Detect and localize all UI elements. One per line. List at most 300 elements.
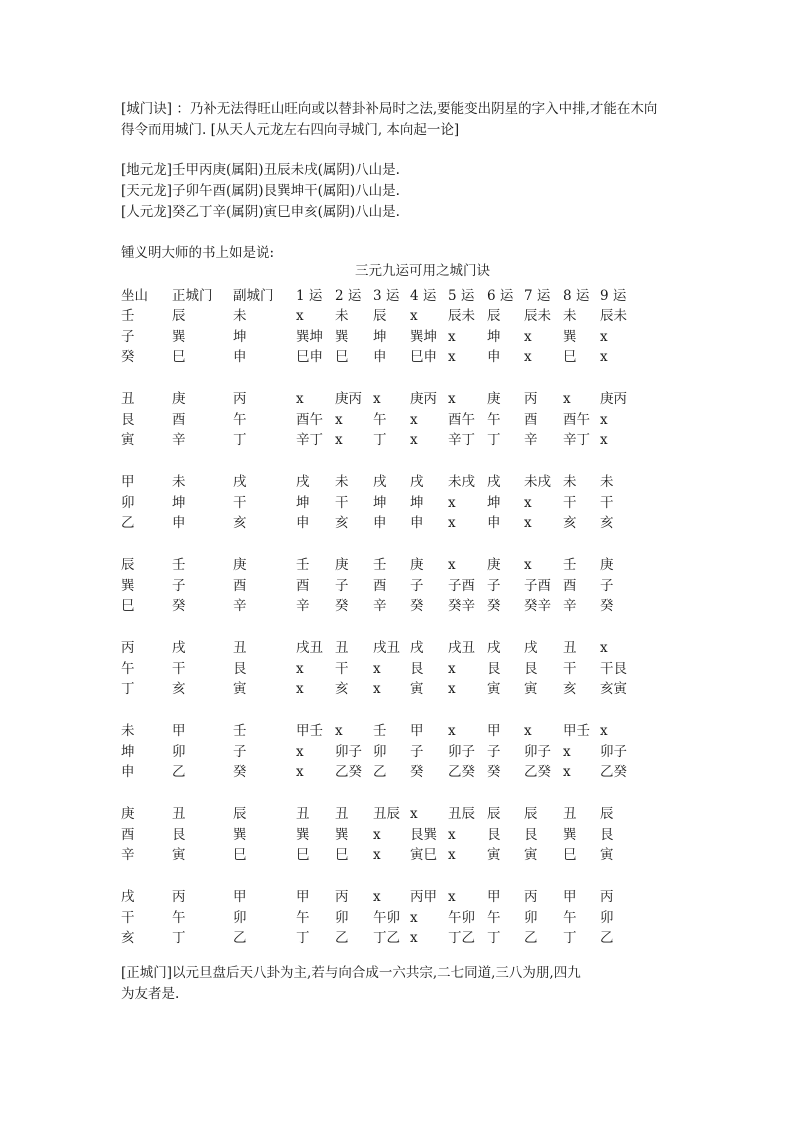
table-cell: x (335, 723, 343, 739)
table-cell: x (448, 723, 456, 739)
table-cell: 辰未 (600, 308, 627, 324)
table-cell: 壬 (373, 557, 387, 573)
table-cell: 卯子 (448, 743, 475, 760)
table-cell: 子 (600, 577, 614, 594)
mountain-cell: 丑 (121, 391, 135, 407)
table-cell: 申 (373, 515, 387, 532)
table-cell: 巳 (296, 847, 310, 864)
table-cell: 辰 (233, 806, 247, 822)
table-cell: 巽 (296, 826, 310, 843)
table-cell: 艮巽 (410, 826, 437, 843)
table-cell: 乙 (524, 930, 538, 947)
table-cell: 干 (172, 660, 186, 677)
table-cell: 丁乙 (448, 930, 475, 947)
table-cell: 巽 (563, 826, 577, 843)
source-line: 锺义明大师的书上如是说: (121, 245, 275, 261)
column-header: 坐山 (121, 288, 148, 304)
table-cell: 丑 (335, 640, 349, 656)
table-cell: 卯 (600, 909, 614, 926)
table-cell: 午卯 (448, 909, 475, 926)
table-cell: 庚丙 (600, 391, 627, 407)
column-header: 8 运 (563, 288, 590, 304)
table-cell: 戌 (373, 474, 387, 490)
table-row (0, 679, 794, 699)
table-cell: x (373, 826, 381, 843)
table-cell: 申 (487, 349, 501, 366)
table-cell: 甲 (487, 889, 501, 905)
table-cell: 申 (233, 349, 247, 366)
table-cell: 子 (410, 743, 424, 760)
table-cell: 子酉 (524, 577, 551, 594)
table-cell: 丙 (172, 889, 186, 905)
table-cell: x (563, 391, 571, 407)
table-cell: 卯 (335, 909, 349, 926)
table-cell: 未戌 (524, 474, 551, 490)
table-cell: 亥 (600, 515, 614, 532)
table-cell: 辰未 (448, 308, 475, 324)
mountain-cell: 申 (121, 764, 135, 781)
table-cell: 丑 (172, 806, 186, 822)
table-cell: 坤 (233, 328, 247, 345)
table-row (0, 825, 794, 845)
table-cell: 未 (335, 474, 349, 490)
table-cell: 戌 (233, 474, 247, 490)
table-cell: 辰 (524, 806, 538, 822)
mountain-cell: 亥 (121, 930, 135, 947)
table-row (0, 389, 794, 409)
table-cell: 辰 (373, 308, 387, 324)
table-cell: 亥 (233, 515, 247, 532)
table-cell: x (335, 432, 343, 449)
table-cell: x (600, 432, 608, 449)
table-cell: 亥 (563, 681, 577, 698)
table-cell: 甲 (172, 723, 186, 739)
table-cell: 卯子 (600, 743, 627, 760)
table-cell: 寅 (233, 681, 247, 698)
table-cell: 子 (487, 577, 501, 594)
column-header: 3 运 (373, 288, 400, 304)
table-cell: 辛丁 (296, 432, 323, 449)
table-cell: 戌 (524, 640, 538, 656)
table-cell: x (373, 660, 381, 677)
mountain-cell: 巽 (121, 577, 135, 594)
table-header-row (0, 286, 794, 306)
table-cell: 酉 (296, 577, 310, 594)
table-cell: 酉 (373, 577, 387, 594)
table-cell: x (600, 328, 608, 345)
table-row (0, 327, 794, 347)
table-cell: 寅 (524, 681, 538, 698)
column-header: 7 运 (524, 288, 551, 304)
table-cell: 酉午 (448, 411, 475, 428)
table-cell: 巽 (335, 328, 349, 345)
table-cell: 辰 (487, 806, 501, 822)
mountain-cell: 干 (121, 909, 135, 926)
table-cell: 辛 (563, 598, 577, 615)
table-cell: x (410, 432, 418, 449)
table-cell: 未 (600, 474, 614, 490)
table-row (0, 513, 794, 533)
table-cell: 丑 (563, 806, 577, 822)
column-header: 6 运 (487, 288, 514, 304)
table-cell: 未 (233, 308, 247, 324)
table-cell: 卯 (524, 909, 538, 926)
table-cell: 丑 (335, 806, 349, 822)
table-cell: 巽坤 (296, 328, 323, 345)
table-cell: x (296, 681, 304, 698)
table-cell: 甲壬 (563, 723, 590, 739)
table-cell: x (410, 806, 418, 822)
table-cell: 丁 (563, 930, 577, 947)
table-cell: x (524, 494, 532, 511)
table-cell: 丙 (335, 889, 349, 905)
table-cell: 巳 (335, 847, 349, 864)
table-cell: 辛 (172, 432, 186, 449)
table-cell: x (524, 328, 532, 345)
table-cell: 巳 (563, 847, 577, 864)
table-cell: 戌 (410, 474, 424, 490)
mountain-cell: 戌 (121, 889, 135, 905)
table-cell: 辰 (600, 806, 614, 822)
table-cell: 寅 (600, 847, 614, 864)
table-row (0, 555, 794, 575)
table-cell: 干 (600, 494, 614, 511)
table-cell: 干 (563, 494, 577, 511)
table-cell: x (448, 847, 456, 864)
table-cell: 子酉 (448, 577, 475, 594)
mountain-cell: 子 (121, 328, 135, 345)
table-cell: 辛 (233, 598, 247, 615)
table-cell: 艮 (600, 826, 614, 843)
table-cell: 乙 (233, 930, 247, 947)
mountain-cell: 丁 (121, 681, 135, 698)
table-cell: x (448, 328, 456, 345)
table-cell: 甲 (410, 723, 424, 739)
table-row (0, 493, 794, 513)
dragon-line-heaven: [天元龙]子卯午酉(属阴)艮巽坤干(属阳)八山是. (121, 183, 400, 199)
table-cell: x (524, 515, 532, 532)
table-cell: 庚丙 (335, 391, 362, 407)
mountain-cell: 坤 (121, 743, 135, 760)
dragon-line-earth: [地元龙]壬甲丙庚(属阳)丑辰未戌(属阴)八山是. (121, 162, 400, 178)
table-cell: 寅 (172, 847, 186, 864)
table-cell: 癸 (233, 764, 247, 781)
footer-line-1: [正城门]以元旦盘后天八卦为主,若与向合成一六共宗,二七同道,三八为朋,四九 (121, 965, 581, 981)
table-cell: 庚 (487, 557, 501, 573)
table-cell: 艮 (410, 660, 424, 677)
table-cell: 未戌 (448, 474, 475, 490)
table-cell: x (563, 743, 571, 760)
table-cell: 巳申 (296, 349, 323, 366)
table-cell: 巳 (335, 349, 349, 366)
table-cell: 丁 (233, 432, 247, 449)
table-cell: 庚丙 (410, 391, 437, 407)
table-cell: 子 (487, 743, 501, 760)
table-cell: x (296, 660, 304, 677)
table-cell: 午卯 (373, 909, 400, 926)
table-cell: x (296, 391, 304, 407)
mountain-cell: 壬 (121, 308, 135, 324)
table-cell: 丑辰 (448, 806, 475, 822)
table-cell: 戌 (487, 640, 501, 656)
table-cell: x (448, 557, 456, 573)
table-cell: 庚 (172, 391, 186, 407)
column-header: 正城门 (172, 288, 213, 304)
table-cell: x (524, 349, 532, 366)
table-cell: 巽 (563, 328, 577, 345)
table-cell: 艮 (524, 660, 538, 677)
table-row (0, 638, 794, 658)
table-cell: 干 (335, 494, 349, 511)
mountain-cell: 辛 (121, 847, 135, 864)
table-cell: 坤 (373, 328, 387, 345)
table-cell: 申 (410, 515, 424, 532)
table-cell: x (448, 660, 456, 677)
table-cell: x (410, 909, 418, 926)
dragon-line-human: [人元龙]癸乙丁辛(属阴)寅巳申亥(属阴)八山是. (121, 204, 400, 220)
table-cell: 辛 (296, 598, 310, 615)
mountain-cell: 乙 (121, 515, 135, 532)
mountain-cell: 甲 (121, 474, 135, 490)
table-cell: 午 (487, 411, 501, 428)
table-cell: x (448, 826, 456, 843)
table-cell: 丙 (524, 391, 538, 407)
table-cell: 寅 (524, 847, 538, 864)
table-cell: 亥 (172, 681, 186, 698)
table-cell: 壬 (563, 557, 577, 573)
table-row (0, 659, 794, 679)
table-cell: 甲 (296, 889, 310, 905)
mountain-cell: 癸 (121, 349, 135, 366)
table-cell: 干 (233, 494, 247, 511)
mountain-cell: 寅 (121, 432, 135, 449)
table-title: 三元九运可用之城门诀 (355, 263, 490, 279)
table-row (0, 804, 794, 824)
table-cell: 癸 (487, 764, 501, 781)
table-cell: 巽 (172, 328, 186, 345)
column-header: 5 运 (448, 288, 475, 304)
table-cell: 酉 (563, 577, 577, 594)
table-cell: 辛 (524, 432, 538, 449)
table-cell: 庚 (335, 557, 349, 573)
table-cell: 乙 (373, 764, 387, 781)
table-row (0, 596, 794, 616)
table-cell: 巳 (563, 349, 577, 366)
table-cell: 辛丁 (563, 432, 590, 449)
table-cell: 申 (296, 515, 310, 532)
table-cell: 未 (172, 474, 186, 490)
table-cell: 壬 (296, 557, 310, 573)
table-cell: 卯 (373, 743, 387, 760)
table-cell: 丙 (233, 391, 247, 407)
table-cell: 甲 (487, 723, 501, 739)
column-header: 2 运 (335, 288, 362, 304)
table-cell: 艮 (233, 660, 247, 677)
table-cell: 艮 (172, 826, 186, 843)
table-cell: 丑辰 (373, 806, 400, 822)
table-cell: 丁 (172, 930, 186, 947)
table-cell: 寅 (487, 847, 501, 864)
column-header: 1 运 (296, 288, 323, 304)
table-cell: x (524, 557, 532, 573)
table-cell: 巽 (233, 826, 247, 843)
table-cell: 丑 (563, 640, 577, 656)
table-cell: 艮 (487, 826, 501, 843)
table-cell: x (335, 411, 343, 428)
table-cell: 癸 (487, 598, 501, 615)
table-cell: 癸辛 (524, 598, 551, 615)
table-cell: 戌丑 (296, 640, 323, 656)
table-cell: 寅巳 (410, 847, 437, 864)
table-cell: x (600, 640, 608, 656)
column-header: 副城门 (233, 288, 274, 304)
table-cell: 戌 (487, 474, 501, 490)
table-cell: 乙癸 (335, 764, 362, 781)
table-cell: 癸 (410, 598, 424, 615)
table-cell: 丁 (373, 432, 387, 449)
table-cell: x (373, 889, 381, 905)
table-cell: x (448, 889, 456, 905)
column-header: 9 运 (600, 288, 627, 304)
table-cell: 丙甲 (410, 889, 437, 905)
table-cell: 亥 (563, 515, 577, 532)
table-cell: 午 (563, 909, 577, 926)
table-cell: 乙癸 (600, 764, 627, 781)
table-cell: 坤 (487, 328, 501, 345)
table-cell: 辰未 (524, 308, 551, 324)
table-row (0, 908, 794, 928)
table-cell: 申 (487, 515, 501, 532)
mountain-cell: 辰 (121, 557, 135, 573)
mountain-cell: 酉 (121, 826, 135, 843)
table-cell: 巽 (335, 826, 349, 843)
table-cell: 申 (373, 349, 387, 366)
table-cell: 寅 (410, 681, 424, 698)
table-cell: 亥寅 (600, 681, 627, 698)
table-cell: 乙癸 (524, 764, 551, 781)
mountain-cell: 艮 (121, 411, 135, 428)
table-row (0, 721, 794, 741)
table-row (0, 410, 794, 430)
table-row (0, 742, 794, 762)
table-row (0, 887, 794, 907)
table-cell: x (563, 764, 571, 781)
table-cell: x (448, 515, 456, 532)
table-cell: 乙 (600, 930, 614, 947)
table-cell: 乙 (172, 764, 186, 781)
table-cell: 卯子 (335, 743, 362, 760)
table-cell: 丙 (524, 889, 538, 905)
table-cell: x (410, 308, 418, 324)
table-cell: 戌 (410, 640, 424, 656)
mountain-cell: 午 (121, 660, 135, 677)
table-cell: 丁 (487, 930, 501, 947)
footer-line-2: 为友者是. (121, 986, 180, 1002)
table-cell: 丁 (487, 432, 501, 449)
table-cell: x (448, 391, 456, 407)
table-cell: 酉 (233, 577, 247, 594)
table-cell: x (373, 391, 381, 407)
table-row (0, 430, 794, 450)
table-cell: 巳申 (410, 349, 437, 366)
table-cell: 巳 (172, 349, 186, 366)
table-cell: 癸 (335, 598, 349, 615)
table-cell: 丑 (233, 640, 247, 656)
table-cell: 癸 (172, 598, 186, 615)
column-header: 4 运 (410, 288, 437, 304)
table-cell: 壬 (373, 723, 387, 739)
table-cell: 壬 (233, 723, 247, 739)
table-cell: 坤 (172, 494, 186, 511)
table-cell: 艮 (487, 660, 501, 677)
table-cell: 甲壬 (296, 723, 323, 739)
table-cell: 癸辛 (448, 598, 475, 615)
table-cell: 乙 (335, 930, 349, 947)
mountain-cell: 未 (121, 723, 135, 739)
table-cell: 戌丑 (373, 640, 400, 656)
table-cell: 干艮 (600, 660, 627, 677)
table-cell: 未 (563, 474, 577, 490)
table-cell: 甲 (233, 889, 247, 905)
table-cell: 戌丑 (448, 640, 475, 656)
table-cell: 丁 (296, 930, 310, 947)
table-cell: 巽坤 (410, 328, 437, 345)
table-cell: 子 (335, 577, 349, 594)
table-cell: x (524, 723, 532, 739)
table-row (0, 347, 794, 367)
table-cell: 戌 (296, 474, 310, 490)
table-cell: 午 (373, 411, 387, 428)
table-cell: 酉午 (296, 411, 323, 428)
table-cell: x (600, 723, 608, 739)
table-cell: 午 (233, 411, 247, 428)
table-cell: 子 (233, 743, 247, 760)
table-cell: 午 (296, 909, 310, 926)
intro-line-1: [城门诀] ：乃补无法得旺山旺向或以替卦补局时之法,要能变出阴星的字入中排,才能在木向 (121, 101, 658, 117)
table-cell: x (373, 681, 381, 698)
table-cell: x (296, 764, 304, 781)
table-row (0, 576, 794, 596)
table-cell: 丙 (600, 889, 614, 905)
mountain-cell: 庚 (121, 806, 135, 822)
table-row (0, 845, 794, 865)
table-cell: 卯 (233, 909, 247, 926)
table-cell: 庚 (487, 391, 501, 407)
table-cell: 申 (172, 515, 186, 532)
mountain-cell: 丙 (121, 640, 135, 656)
table-cell: x (296, 308, 304, 324)
table-row (0, 762, 794, 782)
table-cell: 丁乙 (373, 930, 400, 947)
table-cell: 干 (335, 660, 349, 677)
table-cell: 庚 (410, 557, 424, 573)
table-cell: 酉 (172, 411, 186, 428)
table-cell: 辛丁 (448, 432, 475, 449)
table-cell: 癸 (600, 598, 614, 615)
table-cell: 亥 (335, 681, 349, 698)
table-cell: 丑 (296, 806, 310, 822)
table-cell: 卯子 (524, 743, 551, 760)
table-cell: x (600, 411, 608, 428)
table-row (0, 306, 794, 326)
table-cell: 干 (563, 660, 577, 677)
table-cell: 酉 (524, 411, 538, 428)
table-cell: 庚 (233, 557, 247, 573)
table-cell: 壬 (172, 557, 186, 573)
table-cell: 坤 (410, 494, 424, 511)
table-cell: x (448, 349, 456, 366)
table-cell: 癸 (410, 764, 424, 781)
